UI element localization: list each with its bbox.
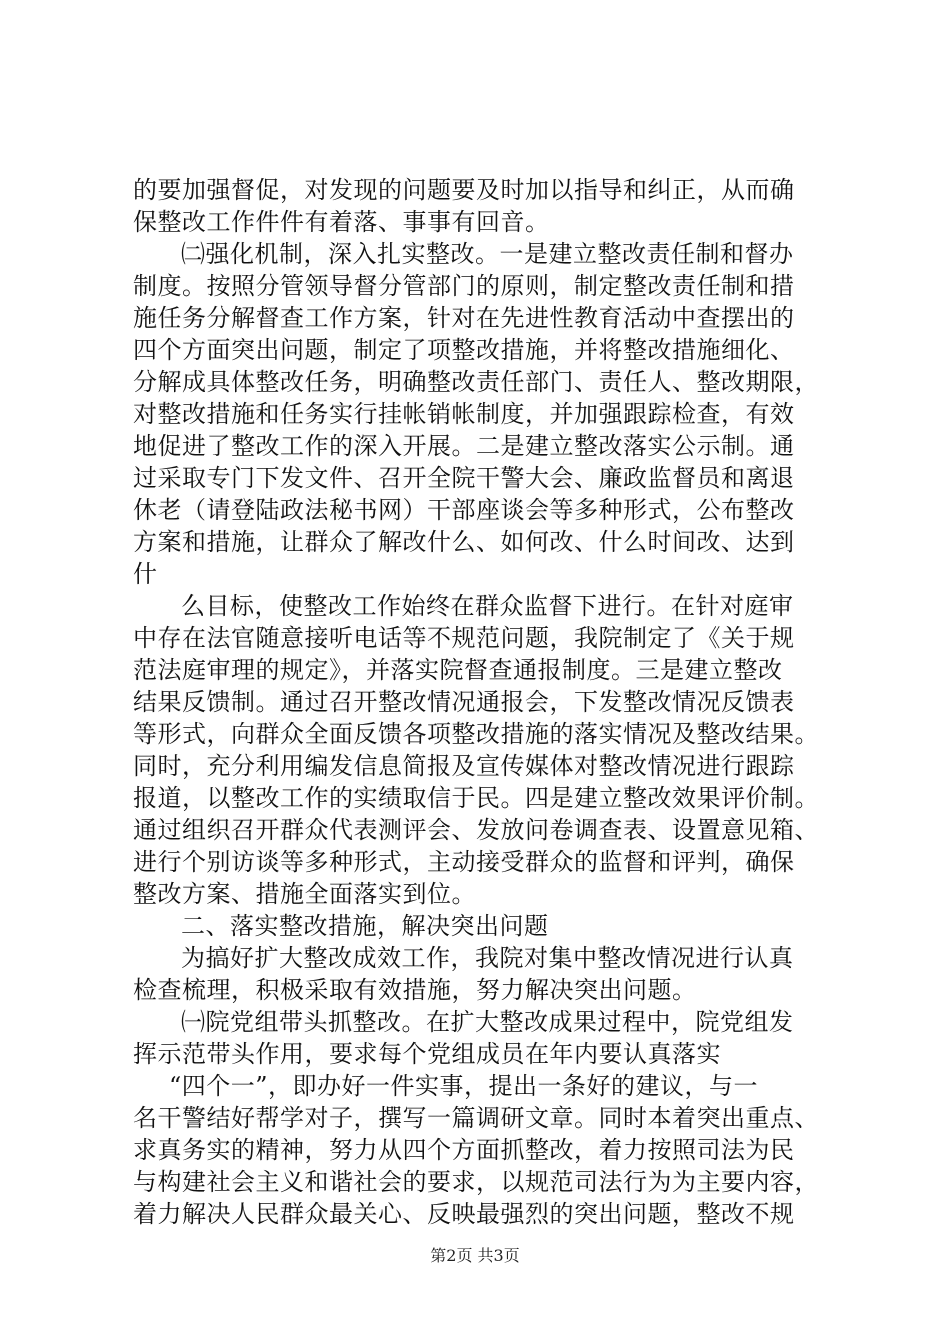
body-text <box>133 174 833 1230</box>
text-line: 与构建社会主义和谐社会的要求，以规范司法行为为主要内容， <box>133 1168 819 1196</box>
text-line: 什 <box>133 560 158 588</box>
text-line: 名干警结好帮学对子，撰写一篇调研文章。同时本着突出重点、 <box>133 1104 819 1132</box>
text-line: 休老（请登陆政法秘书网）干部座谈会等多种形式，公布整改 <box>133 496 795 524</box>
text-line: 进行个别访谈等多种形式，主动接受群众的监督和评判，确保 <box>133 848 795 876</box>
text-line: 等形式，向群众全面反馈各项整改措施的落实情况及整改结果。 <box>133 720 819 748</box>
text-line: 求真务实的精神，努力从四个方面抓整改，着力按照司法为民 <box>133 1136 795 1164</box>
text-line: 保整改工作件件有着落、事事有回音。 <box>133 208 550 236</box>
paragraph-start-line: “四个一”，即办好一件实事，提出一条好的建议，与一 <box>169 1072 759 1100</box>
text-line: 着力解决人民群众最关心、反映最强烈的突出问题，整改不规 <box>133 1200 795 1228</box>
text-line: 通过组织召开群众代表测评会、发放问卷调查表、设置意见箱、 <box>133 816 819 844</box>
paragraph-start-line: ㈡强化机制，深入扎实整改。一是建立整改责任制和督办 <box>181 240 794 268</box>
text-line: 施任务分解督查工作方案，针对在先进性教育活动中查摆出的 <box>133 304 795 332</box>
text-line: 报道，以整改工作的实绩取信于民。四是建立整改效果评价制。 <box>133 784 819 812</box>
text-line: 过采取专门下发文件、召开全院干警大会、廉政监督员和离退 <box>133 464 795 492</box>
page-number-footer: 第2页 共3页 <box>430 1246 520 1265</box>
text-line: 检查梳理，积极采取有效措施，努力解决突出问题。 <box>133 976 697 1004</box>
section-heading: 二、落实整改措施，解决突出问题 <box>181 912 549 940</box>
paragraph-start-line: 为搞好扩大整改成效工作，我院对集中整改情况进行认真 <box>181 944 794 972</box>
text-line: 结果反馈制。通过召开整改情况通报会，下发整改情况反馈表 <box>133 688 795 716</box>
text-line: 对整改措施和任务实行挂帐销帐制度，并加强跟踪检查，有效 <box>133 400 795 428</box>
text-line: 范法庭审理的规定》，并落实院督查通报制度。三是建立整改 <box>133 656 783 684</box>
text-line: 挥示范带头作用，要求每个党组成员在年内要认真落实 <box>133 1040 721 1068</box>
text-line: 整改方案、措施全面落实到位。 <box>133 880 476 908</box>
text-line: 中存在法官随意接听电话等不规范问题，我院制定了《关于规 <box>133 624 795 652</box>
text-line: 地促进了整改工作的深入开展。二是建立整改落实公示制。通 <box>133 432 795 460</box>
paragraph-start-line: ㈠院党组带头抓整改。在扩大整改成果过程中，院党组发 <box>181 1008 794 1036</box>
text-line: 方案和措施，让群众了解改什么、如何改、什么时间改、达到 <box>133 528 795 556</box>
text-line: 同时，充分利用编发信息简报及宣传媒体对整改情况进行跟踪 <box>133 752 795 780</box>
text-line: 四个方面突出问题，制定了项整改措施，并将整改措施细化、 <box>133 336 795 364</box>
text-line: 制度。按照分管领导督分管部门的原则，制定整改责任制和措 <box>133 272 795 300</box>
text-line: 的要加强督促，对发现的问题要及时加以指导和纠正，从而确 <box>133 176 795 204</box>
text-line: 分解成具体整改任务，明确整改责任部门、责任人、整改期限， <box>133 368 819 396</box>
paragraph-start-line: 么目标，使整改工作始终在群众监督下进行。在针对庭审 <box>181 592 794 620</box>
